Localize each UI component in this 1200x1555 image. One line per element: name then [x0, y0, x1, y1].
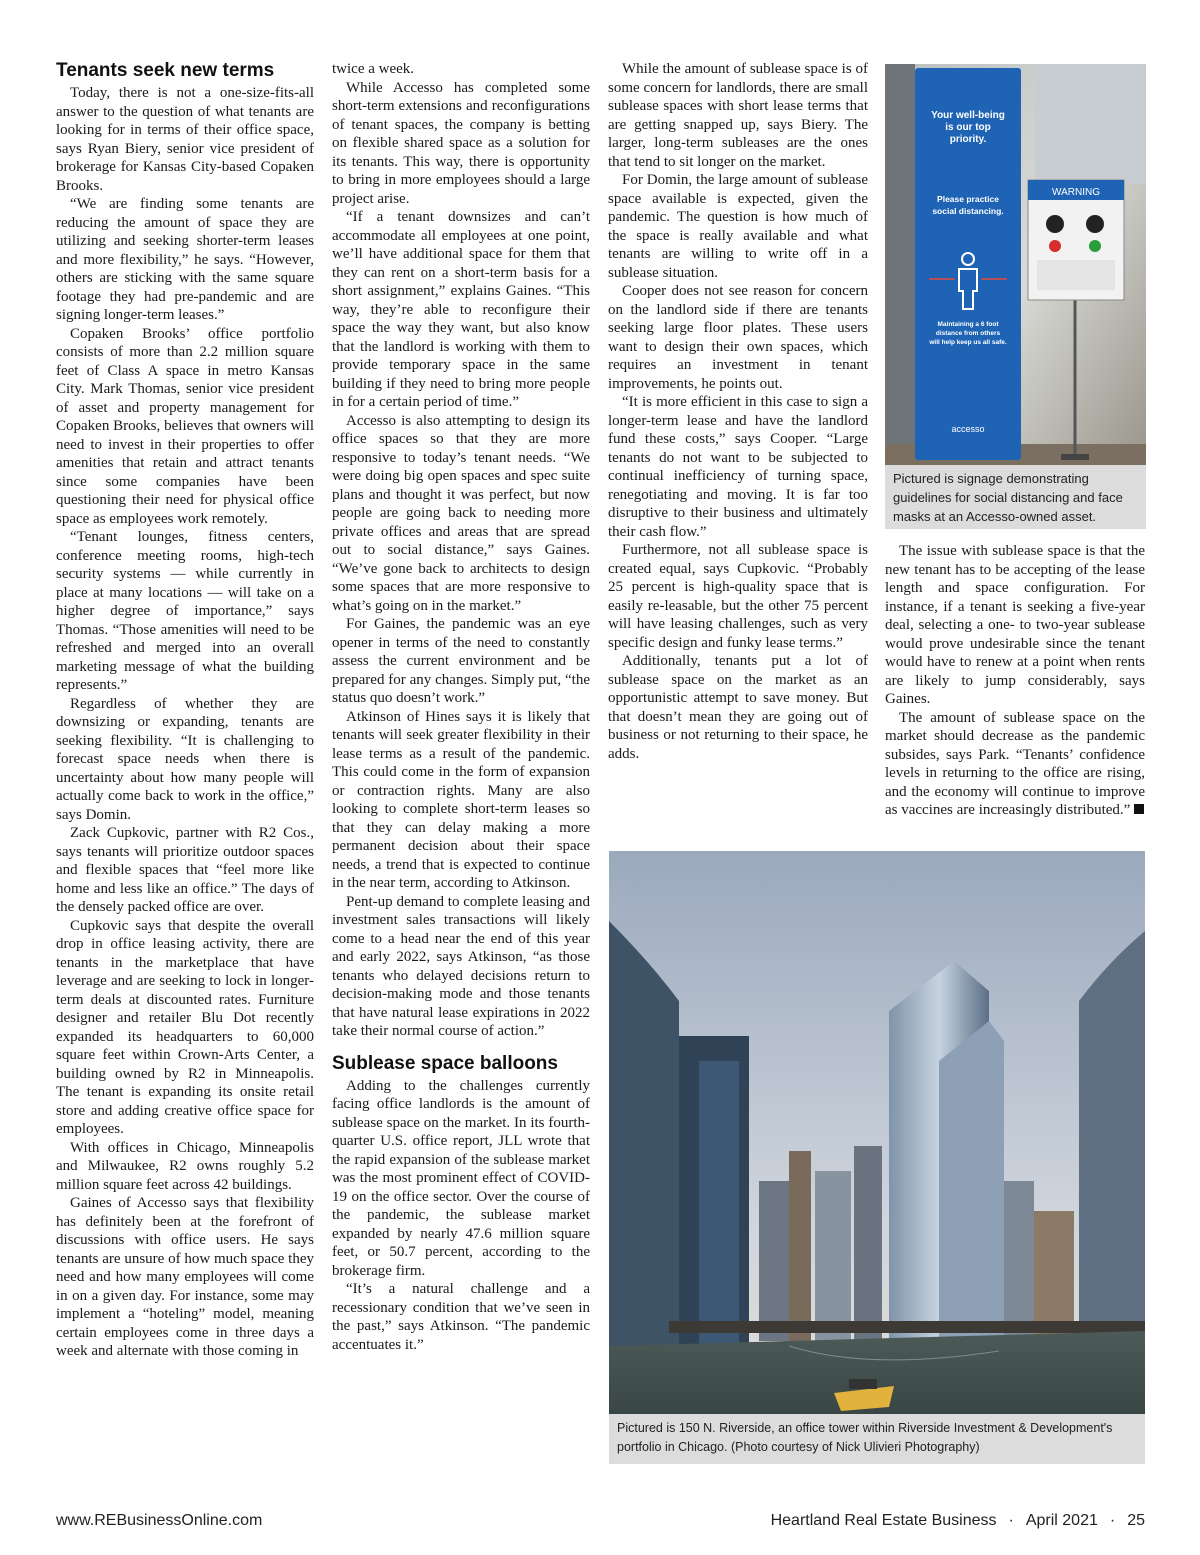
paragraph: For Domin, the large amount of sublease space available is expected, given the pandemic. The question is how much of the space is really available and what tenants are willing to write off in a sublease situation.	[608, 172, 868, 281]
banner-text: Maintaining a 6 foot	[937, 321, 999, 328]
paragraph: Furthermore, not all sublease space is created equal, says Cupkovic. “Probably 25 percent is high-quality space that is easily re-leasable, but the other 75 percent will have leasing challenges, such as very specific design and funky lease terms.”	[608, 542, 868, 651]
article-column-2	[332, 60, 590, 1354]
banner-text: social distancing.	[932, 206, 1004, 216]
paragraph: “Tenant lounges, fitness centers, conference meeting rooms, high-tech security systems — while currently in place at many locations — will take on a higher degree of importance,” says Thomas. “Those amenities will need to be refreshed and merged into an overall marketing message of what the building represents.”	[56, 529, 314, 693]
warning-sign-body	[1037, 260, 1115, 290]
section-heading-sublease: Sublease space balloons	[332, 1052, 558, 1074]
issue-date: April 2021	[1025, 1512, 1098, 1529]
paragraph: The issue with sublease space is that the new tenant has to be accepting of the lease length and space configuration. For instance, if a tenant is seeking a five-year deal, selecting a one- to two-year sublease would prove undesirable since the tenant would have to renew at a point when rents are likely to jump considerably, says Gaines.	[885, 543, 1145, 707]
skyline-illustration	[609, 851, 1145, 1464]
separator: ·	[1109, 1512, 1116, 1529]
banner-text: will help keep us all safe.	[929, 339, 1007, 346]
paragraph: Cupkovic says that despite the overall drop in office leasing activity, there are tenants in the marketplace that have leverage and are seeking to lock in longer-term deals at discounted rates. Furniture designer and retailer Blu Dot recently expanded its headquarters to 60,000 square feet within Crown-Arts Center, a building owned by R2 in Minneapolis. The tenant is expanding its onsite retail store and adding creative office space for employees.	[56, 917, 314, 1137]
article-column-4	[885, 542, 1145, 820]
paragraph: While Accesso has completed some short-term extensions and reconfigurations of tenant spaces, the company is betting on flexible shared space as a solution for its tenants. This way, there is opportunity to bring in more employees should a large project arise.	[332, 79, 590, 207]
article-column-1	[56, 60, 314, 1361]
building	[699, 1061, 739, 1346]
paragraph: Atkinson of Hines says it is likely that tenants will seek greater flexibility in their lease terms as a result of the pandemic. This could come in the form of expansion or contraction rights. Many are also looking to complete short-term leases so that they can delay making a more permanent decision about their space needs, a trend that is expected to continue in the near term, according to Atkinson.	[332, 708, 590, 891]
paragraph: Zack Cupkovic, partner with R2 Cos., says tenants will prioritize outdoor spaces and flexible spaces that “feel more like home and less like an office.” The days of the densely packed office are over.	[56, 825, 314, 915]
banner-text: priority.	[949, 134, 987, 145]
signage-caption: Pictured is signage demonstrating guidelines for social distancing and face masks at an Accesso-owned asset.	[885, 465, 1146, 529]
building	[854, 1146, 882, 1341]
curved-building	[1079, 931, 1145, 1351]
building	[815, 1171, 851, 1341]
skyline-caption: Pictured is 150 N. Riverside, an office tower within Riverside Investment & Development's portfolio in Chicago. (Photo courtesy of Nick Ulivieri Photography)	[609, 1414, 1145, 1464]
paragraph: Cooper does not see reason for concern on the landlord side if there are tenants seeking large floor plates. These users want to design their own spaces, which requires an investment in tenant improvements, he points out.	[608, 283, 868, 392]
signage-illustration	[885, 64, 1146, 529]
building	[789, 1151, 811, 1341]
building	[759, 1181, 789, 1341]
banner-text: distance from others	[935, 330, 1001, 337]
banner-brand: accesso	[951, 424, 985, 434]
sign-base	[1061, 454, 1089, 460]
article-column-3	[608, 60, 868, 763]
separator: ·	[1008, 1512, 1014, 1529]
paragraph: Today, there is not a one-size-fits-all answer to the question of what tenants are looking for in terms of their office space, says Ryan Biery, senior vice president of brokerage for Kansas City-based Copaken Brooks.	[56, 85, 314, 194]
page-number: 25	[1127, 1512, 1145, 1529]
paragraph: “It’s a natural challenge and a recessionary condition that we’ve seen in the past,” says Atkinson. “The pandemic accentuates it.”	[332, 1281, 590, 1353]
paragraph: Accesso is also attempting to design its office spaces so that they are more responsive to today’s tenant needs. “We were doing big open spaces and spec suite plans and thought it was perfect, but now people are going back to needing more private offices and areas that are spread out to social distance,” says Gaines. “We’ve gone back to architects to design some spaces that are more responsive to what’s going on in the market.”	[332, 412, 590, 614]
paragraph: “If a tenant downsizes and can’t accommodate all employees at one point, we’ll have additional space for them that they can rent on a short-term basis for a short assignment,” explains Gaines. “This way, they’re able to reconfigure their space the way they want, but also know that the landlord is working with them to provide temporary space in the same building if they need to bring more people in for a certain period of time.”	[332, 209, 590, 410]
footer-publication-info	[771, 1512, 1145, 1530]
paragraph: Adding to the challenges currently facing office landlords is the amount of sublease space on the market. In its fourth-quarter U.S. office report, JLL wrote that the rapid expansion of the sublease market was the most prominent effect of COVID-19 on the office sector. Over the course of the pandemic, the sublease market expanded by nearly 47.6 million square feet, or 50.7 percent, according to the brokerage firm.	[332, 1077, 590, 1279]
paragraph: While the amount of sublease space is of some concern for landlords, there are small sublease spaces with short lease terms that are getting snapped up, says Biery. The larger, long-term subleases are the ones that tend to sit longer on the market.	[608, 61, 868, 170]
paragraph: “It is more efficient in this case to sign a longer-term lease and have the landlord fund these costs,” says Cooper. “Large tenants do not want to be subjected to continual inefficiency of turning space, renegotiating and moving. It is far too disruptive to their business and ultimately their cash flow.”	[608, 394, 868, 540]
paragraph: Copaken Brooks’ office portfolio consists of more than 2.2 million square feet of Class A space in metro Kansas City. Mark Thomas, senior vice president of asset and property management for Copaken Brooks, believes that owners will need to invest in their properties to offer amenities that retain and attract tenants since some companies have been questioning their need for physical office space as employees work remotely.	[56, 325, 314, 527]
paragraph: With offices in Chicago, Minneapolis and Milwaukee, R2 owns roughly 5.2 million square feet across 42 buildings.	[56, 1139, 314, 1193]
banner-text: Your well-being	[931, 110, 1005, 121]
website-url: www.REBusinessOnline.com	[56, 1512, 263, 1529]
bridge	[669, 1321, 1145, 1333]
banner-text: Please practice	[937, 194, 999, 204]
paragraph: “We are finding some tenants are reducing the amount of space they are utilizing and seeking shorter-term leases and more flexibility,” he says. “However, others are sticking with the same square footage they had pre-pandemic and are signing longer-term leases.”	[56, 196, 314, 323]
section-heading-tenants: Tenants seek new terms	[56, 60, 275, 81]
paragraph: For Gaines, the pandemic was an eye opener in terms of the need to constantly assess the current environment and be prepared for any changes. Simply put, “the status quo doesn’t work.”	[332, 616, 590, 706]
paragraph-continued: twice a week.	[332, 61, 415, 77]
warning-sign-title: WARNING	[1052, 187, 1100, 198]
paragraph: Pent-up demand to complete leasing and investment sales transactions will likely come to a head near the end of this year and early 2022, says Atkinson, “as those tenants who delayed decisions return to decision-making mode and those tenants that have natural lease expirations in 2022 take their normal course of action.”	[332, 893, 590, 1039]
paragraph: Regardless of whether they are downsizing or expanding, tenants are seeking flexibility. “It is challenging to forecast space needs when there is uncertainty about how many people will actually come back to work in the office,” says Domin.	[56, 695, 314, 823]
paragraph-final	[885, 709, 1145, 820]
paragraph: Gaines of Accesso says that flexibility has definitely been at the forefront of discussions with office users. He says tenants are unsure of how much space they need and how many employees will come in on a given day. For instance, some may implement a “hoteling” model, meaning certain employees come in three days a week and alternate with those coming in	[56, 1195, 314, 1359]
publication-name: Heartland Real Estate Business	[770, 1512, 997, 1529]
paragraph: Additionally, tenants put a lot of sublease space on the market as an opportunistic attempt to save money. But that doesn’t mean they are going out of business or not returning to their space, he adds.	[608, 653, 868, 762]
signage-photo	[885, 64, 1146, 529]
final-paragraph-text: The amount of sublease space on the market should decrease as the pandemic subsides, says Park. “Tenants’ confidence levels in returning to the office are rising, and the economy will continue to improve as vaccines are increasingly distributed.”	[885, 709, 1145, 818]
skyline-photo	[609, 851, 1145, 1464]
end-of-article-mark	[1134, 804, 1144, 814]
banner-text: is our top	[945, 122, 991, 133]
window	[1035, 64, 1146, 184]
page-footer	[56, 1512, 1145, 1536]
glass-tower	[939, 1021, 1004, 1341]
